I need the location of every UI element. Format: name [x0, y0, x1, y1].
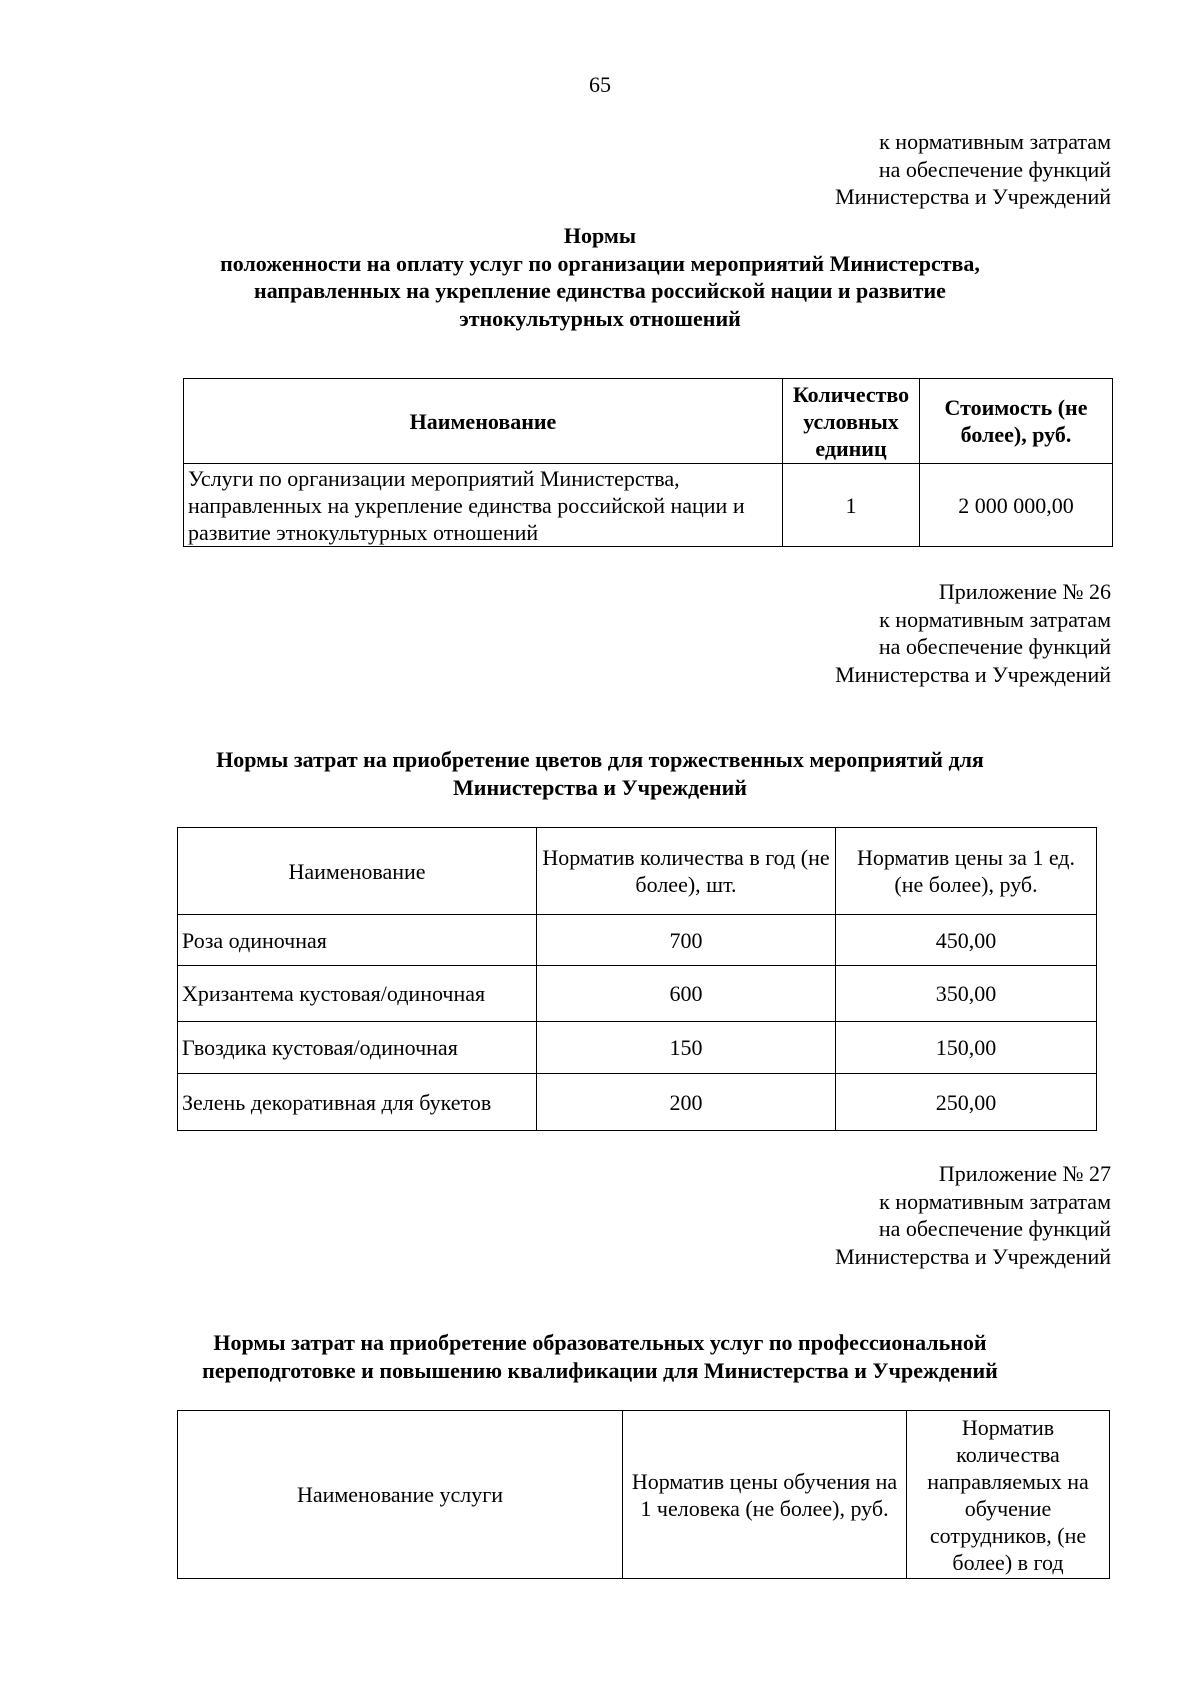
page-number: 65	[589, 72, 611, 97]
cell-price: 350,00	[836, 966, 1097, 1022]
section1-title	[150, 222, 1050, 332]
cell-price: 250,00	[836, 1074, 1097, 1131]
cell-price: 150,00	[836, 1022, 1097, 1074]
cell-name: Хризантема кустовая/одиночная	[178, 966, 537, 1022]
header-name: Наименование	[178, 828, 537, 915]
header-price: Норматив цены за 1 ед. (не более), руб.	[836, 828, 1097, 915]
table-header-row	[184, 379, 1113, 464]
table-row	[178, 966, 1097, 1022]
cell-quantity: 150	[537, 1022, 836, 1074]
table-row	[178, 1074, 1097, 1131]
flowers-table	[177, 827, 1097, 1131]
header-name: Наименование	[184, 379, 783, 464]
cell-quantity: 600	[537, 966, 836, 1022]
appendix-27-caption	[835, 1160, 1111, 1270]
appendix-25-caption	[835, 128, 1111, 211]
header-quantity: Норматив количества в год (не более), шт.	[537, 828, 836, 915]
table-header-row	[178, 828, 1097, 915]
cell-units: 1	[783, 464, 920, 547]
header-cost: Стоимость (не более), руб.	[920, 379, 1113, 464]
header-units: Количество условных единиц	[783, 379, 920, 464]
title-line: Нормы затрат на приобретение цветов для торжественных мероприятий для	[216, 747, 984, 772]
caption-line: Министерства и Учреждений	[835, 1243, 1111, 1269]
education-table	[177, 1410, 1110, 1579]
appendix-26-caption	[835, 578, 1111, 688]
cell-name: Роза одиночная	[178, 915, 537, 966]
caption-line: на обеспечение функций	[878, 634, 1111, 659]
cell-cost: 2 000 000,00	[920, 464, 1113, 547]
title-line: этнокультурных отношений	[459, 305, 741, 331]
title-line: переподготовке и повышению квалификации для Министерства и Учреждений	[202, 1357, 998, 1383]
cell-name: Гвоздика кустовая/одиночная	[178, 1022, 537, 1074]
caption-line: на обеспечение функций	[878, 1216, 1111, 1241]
header-staff-count: Норматив количества направляемых на обучение сотрудников, (не более) в год	[907, 1411, 1110, 1579]
section2-title	[150, 746, 1050, 801]
events-services-table	[183, 378, 1113, 547]
table-row	[178, 915, 1097, 966]
title-line: Министерства и Учреждений	[453, 774, 747, 800]
caption-line: к нормативным затратам	[879, 606, 1111, 632]
cell-quantity: 200	[537, 1074, 836, 1131]
cell-price: 450,00	[836, 915, 1097, 966]
caption-line: к нормативным затратам	[879, 129, 1111, 154]
section3-title	[150, 1329, 1050, 1384]
title-line: положенности на оплату услуг по организации мероприятий Министерства,	[220, 250, 980, 276]
caption-line: Приложение № 27	[938, 1161, 1111, 1186]
table-row	[184, 464, 1113, 547]
title-line: Нормы затрат на приобретение образовательных услуг по профессиональной	[213, 1330, 987, 1355]
title-line: направленных на укрепление единства российской нации и развитие	[254, 278, 946, 303]
header-price: Норматив цены обучения на 1 человека (не более), руб.	[623, 1411, 907, 1579]
caption-line: Приложение № 26	[938, 579, 1111, 604]
title-line: Нормы	[563, 223, 637, 248]
table-header-row	[178, 1411, 1110, 1579]
table-row	[178, 1022, 1097, 1074]
cell-name: Услуги по организации мероприятий Министерства, направленных на укрепление единства российской нации и развитие этнокультурных отношений	[184, 464, 783, 547]
caption-line: Министерства и Учреждений	[835, 184, 1111, 209]
caption-line: к нормативным затратам	[879, 1188, 1111, 1214]
caption-line: Министерства и Учреждений	[835, 661, 1111, 687]
header-service-name: Наименование услуги	[178, 1411, 623, 1579]
cell-name: Зелень декоративная для букетов	[178, 1074, 537, 1131]
caption-line: на обеспечение функций	[878, 156, 1111, 182]
cell-quantity: 700	[537, 915, 836, 966]
